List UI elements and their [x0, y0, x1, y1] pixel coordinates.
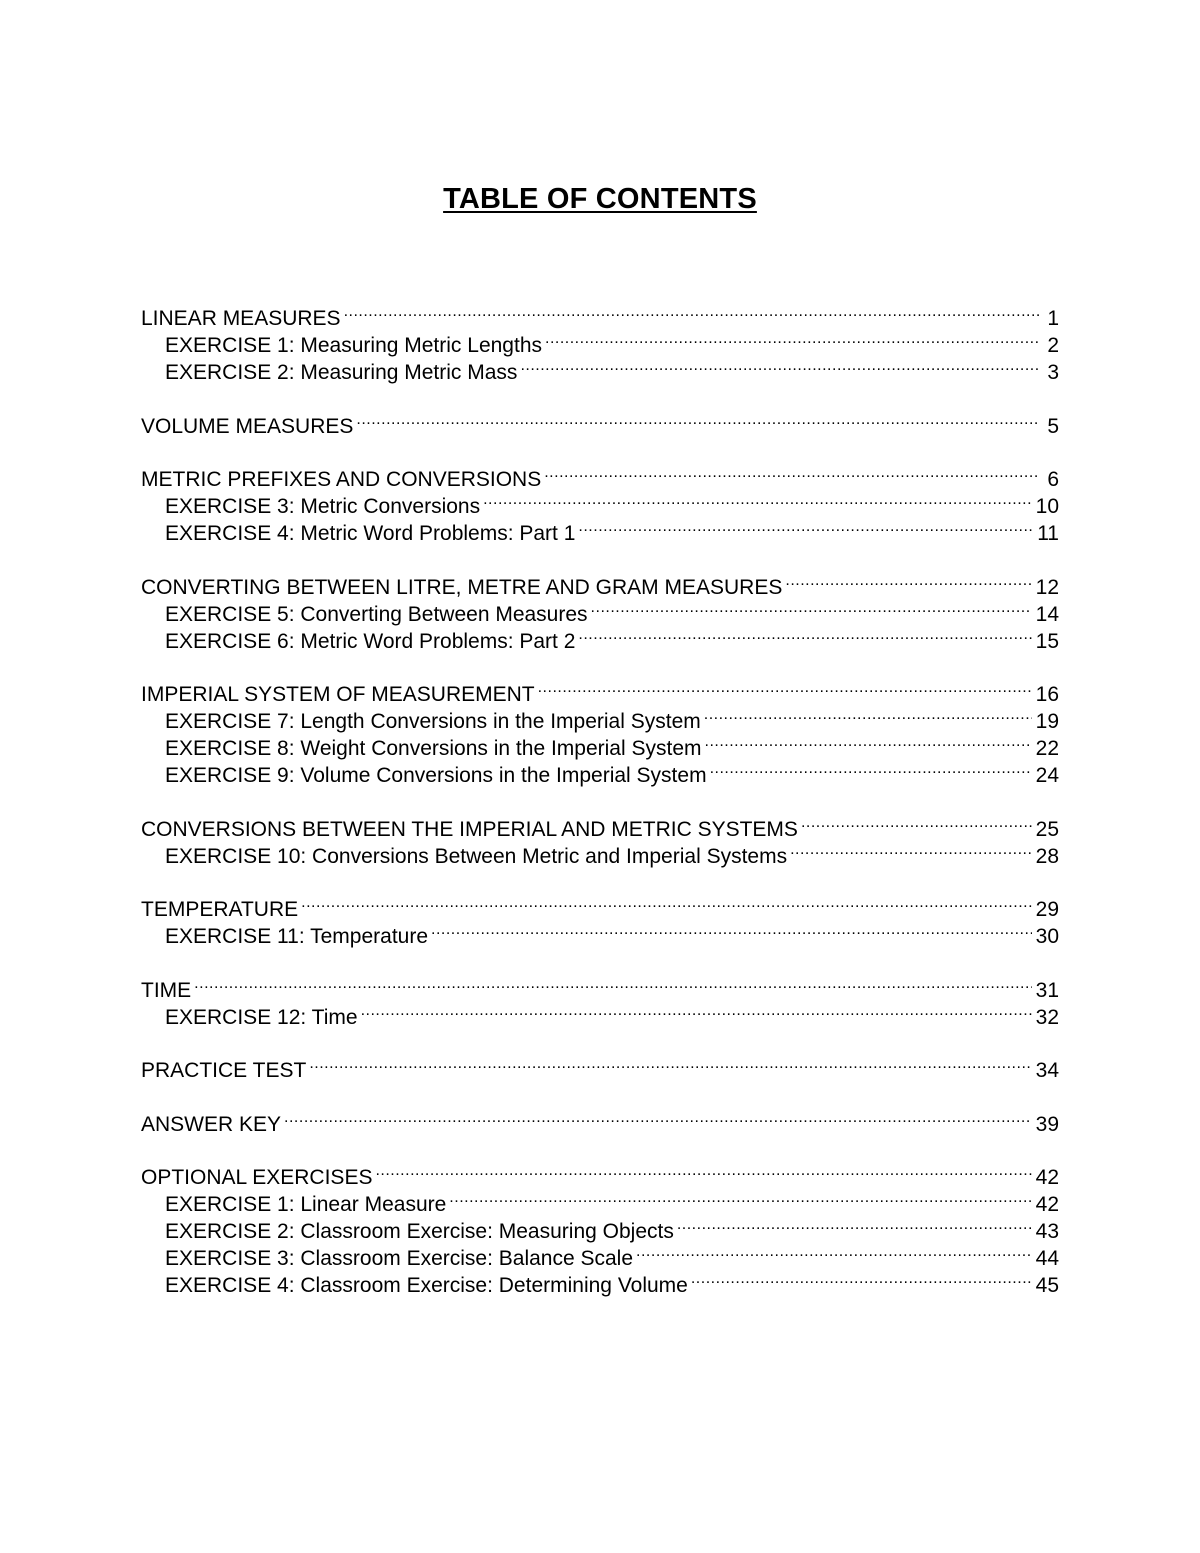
dot-leader: [790, 836, 1032, 863]
dot-leader: [284, 1104, 1032, 1131]
toc-subentry-page: 43: [1035, 1220, 1059, 1243]
toc-entry-page: 42: [1035, 1166, 1059, 1189]
dot-leader: [578, 621, 1031, 648]
toc-entry-page: 1: [1047, 307, 1059, 330]
toc-subentry-label: EXERCISE 12: Time: [165, 1005, 358, 1029]
toc-entry-label: LINEAR MEASURES: [141, 307, 341, 330]
toc-subentry-page: 24: [1035, 764, 1059, 787]
dot-leader: [545, 325, 1039, 352]
toc-section: [141, 1104, 1059, 1136]
toc-entry-page: 39: [1035, 1112, 1059, 1136]
dot-leader: [309, 1050, 1031, 1077]
dot-leader: [375, 1157, 1031, 1184]
toc-section: [141, 298, 1059, 384]
toc-entry-page: 16: [1035, 683, 1059, 706]
toc-subentry-label: EXERCISE 1: Linear Measure: [165, 1193, 447, 1216]
dot-leader: [578, 513, 1033, 540]
toc-entry-label: VOLUME MEASURES: [141, 414, 354, 438]
toc-entry-label: CONVERSIONS BETWEEN THE IMPERIAL AND METRIC SYSTEMS: [141, 817, 798, 841]
dot-leader: [591, 594, 1032, 621]
toc-section: [141, 889, 1059, 948]
dot-leader: [544, 459, 1039, 486]
toc-subentry-label: EXERCISE 4: Classroom Exercise: Determining Volume: [165, 1274, 688, 1297]
toc-subentry-label: EXERCISE 7: Length Conversions in the Imperial System: [165, 710, 701, 733]
toc-section: [141, 970, 1059, 1029]
toc-entry-label: METRIC PREFIXES AND CONVERSIONS: [141, 468, 542, 491]
toc-entry[interactable]: [141, 298, 1059, 330]
toc-section: [141, 809, 1059, 868]
dot-leader: [691, 1265, 1032, 1292]
toc-subentry-label: EXERCISE 2: Classroom Exercise: Measuring Objects: [165, 1220, 674, 1243]
dot-leader: [356, 406, 1039, 433]
toc-entry-label: ANSWER KEY: [141, 1112, 282, 1136]
dot-leader: [194, 970, 1031, 997]
toc-section: [141, 406, 1059, 438]
toc-section: [141, 459, 1059, 545]
dot-leader: [301, 889, 1032, 916]
toc-subentry-label: EXERCISE 5: Converting Between Measures: [165, 602, 588, 626]
toc-subentry-page: 42: [1035, 1193, 1059, 1216]
toc-entry[interactable]: [141, 674, 1059, 706]
toc-subentry-page: 11: [1037, 522, 1059, 545]
dot-leader: [344, 298, 1039, 325]
toc-subentry-page: 2: [1047, 334, 1059, 357]
toc-entry-label: CONVERTING BETWEEN LITRE, METRE AND GRAM MEASURES: [141, 575, 783, 599]
dot-leader: [520, 352, 1039, 379]
toc-subentry-label: EXERCISE 1: Measuring Metric Lengths: [165, 334, 542, 357]
toc-subentry-label: EXERCISE 8: Weight Conversions in the Imperial System: [165, 737, 702, 760]
toc-entry[interactable]: [141, 1104, 1059, 1136]
toc-entry-label: OPTIONAL EXERCISES: [141, 1166, 373, 1189]
toc-subentry-page: 3: [1047, 361, 1059, 384]
toc-subentry-label: EXERCISE 10: Conversions Between Metric and Imperial Systems: [165, 844, 788, 868]
toc-entry[interactable]: [141, 459, 1059, 491]
toc-subentry-label: EXERCISE 3: Metric Conversions: [165, 495, 481, 518]
toc-subentry-label: EXERCISE 4: Metric Word Problems: Part 1: [165, 522, 576, 545]
dot-leader: [636, 1238, 1032, 1265]
toc-entry[interactable]: [141, 970, 1059, 1002]
toc-section: [141, 1157, 1059, 1297]
toc-subentry-label: EXERCISE 11: Temperature: [165, 925, 429, 948]
toc-entry-page: 6: [1047, 468, 1059, 491]
dot-leader: [431, 916, 1032, 943]
toc-entry[interactable]: [141, 406, 1059, 438]
dot-leader: [538, 674, 1032, 701]
toc-entry-label: TIME: [141, 978, 192, 1002]
toc-entry-page: 29: [1035, 898, 1059, 921]
toc-subentry-page: 30: [1035, 925, 1059, 948]
dot-leader: [801, 809, 1032, 836]
toc-entry-page: 25: [1035, 817, 1059, 841]
dot-leader: [785, 567, 1031, 594]
toc-subentry-page: 15: [1035, 629, 1059, 653]
toc-entry-label: IMPERIAL SYSTEM OF MEASUREMENT: [141, 683, 535, 706]
dot-leader: [710, 755, 1032, 782]
toc-subentry-page: 44: [1035, 1247, 1059, 1270]
toc-subentry-page: 22: [1035, 737, 1059, 760]
toc-entry-label: PRACTICE TEST: [141, 1059, 307, 1082]
toc-entry-page: 34: [1035, 1059, 1059, 1082]
toc-entry-page: 12: [1035, 575, 1059, 599]
toc-subentry-page: 32: [1035, 1005, 1059, 1029]
toc-entry[interactable]: [141, 889, 1059, 921]
dot-leader: [483, 486, 1032, 513]
dot-leader: [704, 701, 1032, 728]
page-title: TABLE OF CONTENTS: [443, 183, 757, 215]
toc-entry-page: 31: [1035, 978, 1059, 1002]
dot-leader: [449, 1184, 1031, 1211]
toc-subentry-page: 45: [1035, 1274, 1059, 1297]
toc-subentry-page: 10: [1035, 495, 1059, 518]
toc-subentry-label: EXERCISE 9: Volume Conversions in the Imperial System: [165, 764, 707, 787]
toc-entry[interactable]: [141, 809, 1059, 841]
toc-section: [141, 567, 1059, 653]
toc-subentry-page: 28: [1035, 844, 1059, 868]
table-of-contents: [141, 298, 1059, 1319]
toc-entry-page: 5: [1047, 414, 1059, 438]
toc-entry[interactable]: [141, 1050, 1059, 1082]
dot-leader: [677, 1211, 1032, 1238]
toc-entry[interactable]: [141, 1157, 1059, 1189]
toc-section: [141, 674, 1059, 787]
toc-subentry-page: 19: [1035, 710, 1059, 733]
toc-subentry-page: 14: [1035, 602, 1059, 626]
toc-subentry-label: EXERCISE 3: Classroom Exercise: Balance Scale: [165, 1247, 634, 1270]
toc-entry[interactable]: [141, 567, 1059, 599]
toc-subentry-label: EXERCISE 6: Metric Word Problems: Part 2: [165, 629, 576, 653]
dot-leader: [361, 997, 1032, 1024]
toc-subentry[interactable]: [141, 997, 1059, 1029]
dot-leader: [705, 728, 1032, 755]
toc-subentry-label: EXERCISE 2: Measuring Metric Mass: [165, 361, 518, 384]
toc-entry-label: TEMPERATURE: [141, 898, 299, 921]
toc-section: [141, 1050, 1059, 1082]
